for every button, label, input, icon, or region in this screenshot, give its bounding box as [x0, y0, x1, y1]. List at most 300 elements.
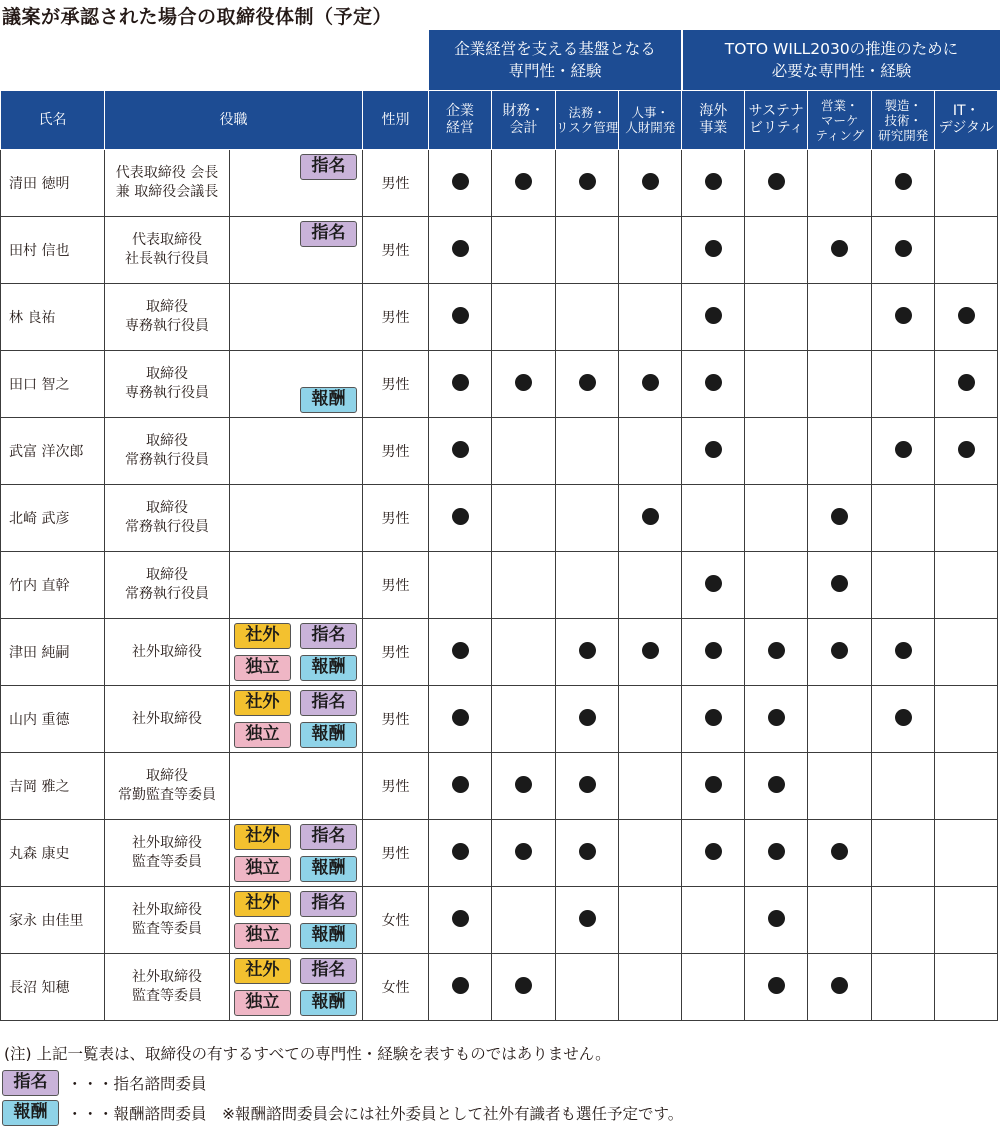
skill-cell: [808, 552, 872, 619]
committee-badges: [230, 485, 363, 552]
director-row: [1, 150, 998, 217]
skill-cell: [429, 418, 492, 485]
skill-cell: [492, 485, 556, 552]
role-line: 監査等委員: [132, 921, 202, 937]
director-role: [105, 954, 230, 1021]
skill-cell: [492, 150, 556, 217]
skill-cell: [619, 351, 682, 418]
skill-dot-icon: [895, 307, 912, 324]
skill-cell: [808, 619, 872, 686]
skill-cell: [745, 619, 808, 686]
director-row: [1, 552, 998, 619]
skill-dot-icon: [895, 240, 912, 257]
skill-dot-icon: [452, 977, 469, 994]
col-header-name: 氏名: [1, 91, 105, 150]
skill-dot-icon: [705, 575, 722, 592]
skill-cell: [556, 217, 619, 284]
skill-dot-icon: [958, 307, 975, 324]
page-title: 議案が承認された場合の取締役体制（予定）: [2, 6, 393, 28]
committee-badges: [230, 686, 363, 753]
skill-cell: [429, 954, 492, 1021]
skill-dot-icon: [579, 642, 596, 659]
role-line: 取締役: [146, 768, 188, 784]
skill-cell: [492, 552, 556, 619]
badge-gai: 社外: [234, 958, 291, 984]
role-line: 取締役: [146, 433, 188, 449]
badge-doku: 独立: [234, 722, 291, 748]
skill-cell: [745, 954, 808, 1021]
director-role: [105, 485, 230, 552]
director-name: 竹内 直幹: [1, 552, 105, 619]
committee-badges: [230, 753, 363, 820]
skill-cell: [808, 351, 872, 418]
skill-dot-icon: [579, 776, 596, 793]
skill-dot-icon: [452, 441, 469, 458]
director-gender: 男性: [363, 619, 429, 686]
skill-cell: [619, 485, 682, 552]
skill-dot-icon: [768, 642, 785, 659]
director-gender: 男性: [363, 485, 429, 552]
director-name: 田村 信也: [1, 217, 105, 284]
col-header-skill-sustainability: サステナ ビリティ: [745, 91, 808, 150]
role-line: 常務執行役員: [125, 519, 209, 535]
skill-dot-icon: [895, 173, 912, 190]
skill-cell: [682, 820, 745, 887]
skill-cell: [745, 418, 808, 485]
skill-dot-icon: [705, 642, 722, 659]
skill-dot-icon: [705, 240, 722, 257]
skill-cell: [556, 686, 619, 753]
director-role: [105, 284, 230, 351]
skill-cell: [935, 418, 998, 485]
skill-cell: [935, 485, 998, 552]
skill-cell: [492, 820, 556, 887]
skill-cell: [492, 619, 556, 686]
skill-cell: [808, 485, 872, 552]
skill-cell: [808, 418, 872, 485]
skill-cell: [745, 552, 808, 619]
role-line: 社外取締役: [132, 969, 202, 985]
role-line: 代表取締役 会長: [115, 165, 219, 181]
skill-cell: [682, 753, 745, 820]
skill-dot-icon: [515, 977, 532, 994]
col-header-skill-overseas: 海外 事業: [682, 91, 745, 150]
skill-cell: [935, 753, 998, 820]
skill-cell: [682, 150, 745, 217]
skill-cell: [619, 820, 682, 887]
footnote: (注) 上記一覧表は、取締役の有するすべての専門性・経験を表すものではありません。: [4, 1045, 611, 1063]
director-role: [105, 686, 230, 753]
role-line: 常務執行役員: [125, 452, 209, 468]
skill-dot-icon: [768, 173, 785, 190]
legend-text: ・・・指名諮問委員: [67, 1075, 207, 1093]
committee-badges: [230, 954, 363, 1021]
skill-cell: [808, 753, 872, 820]
badge-hou: 報酬: [300, 923, 357, 949]
skill-dot-icon: [452, 910, 469, 927]
skill-cell: [872, 217, 935, 284]
skill-cell: [935, 217, 998, 284]
skill-cell: [682, 887, 745, 954]
skill-cell: [492, 753, 556, 820]
skill-dot-icon: [768, 843, 785, 860]
skill-cell: [556, 753, 619, 820]
director-role: [105, 619, 230, 686]
skill-cell: [429, 150, 492, 217]
skill-cell: [556, 820, 619, 887]
role-line: 兼 取締役会議長: [115, 184, 219, 200]
group-header-line: 専門性・経験: [508, 62, 602, 80]
committee-badges: [230, 820, 363, 887]
skill-dot-icon: [895, 709, 912, 726]
skill-cell: [556, 418, 619, 485]
skill-cell: [935, 619, 998, 686]
director-role: [105, 753, 230, 820]
group-header-line: TOTO WILL2030の推進のために: [724, 40, 959, 58]
skill-cell: [619, 753, 682, 820]
skill-dot-icon: [768, 910, 785, 927]
skill-dot-icon: [452, 374, 469, 391]
director-name: 武富 洋次郎: [1, 418, 105, 485]
committee-badges: [230, 619, 363, 686]
skill-cell: [745, 820, 808, 887]
director-name: 吉岡 雅之: [1, 753, 105, 820]
director-row: [1, 619, 998, 686]
skill-cell: [872, 351, 935, 418]
group-header-line: 企業経営を支える基盤となる: [454, 40, 656, 58]
skill-cell: [429, 619, 492, 686]
skill-cell: [492, 954, 556, 1021]
skill-cell: [935, 686, 998, 753]
director-row: [1, 887, 998, 954]
col-header-skill-legal: 法務・ リスク管理: [556, 91, 619, 150]
col-header-skill-hr: 人事・ 人財開発: [619, 91, 682, 150]
badge-doku: 独立: [234, 856, 291, 882]
skill-dot-icon: [768, 776, 785, 793]
skill-cell: [492, 284, 556, 351]
director-role: [105, 887, 230, 954]
skill-dot-icon: [579, 374, 596, 391]
skill-cell: [682, 619, 745, 686]
badge-shi: 指名: [300, 824, 357, 850]
skill-cell: [619, 418, 682, 485]
col-header-role: 役職: [105, 91, 363, 150]
skill-dot-icon: [895, 642, 912, 659]
badge-gai: 社外: [234, 623, 291, 649]
skill-cell: [429, 485, 492, 552]
skill-dot-icon: [452, 508, 469, 525]
director-row: [1, 217, 998, 284]
skill-cell: [808, 284, 872, 351]
skill-cell: [872, 284, 935, 351]
skill-dot-icon: [831, 642, 848, 659]
role-line: 社外取締役: [132, 710, 202, 727]
skill-dot-icon: [768, 709, 785, 726]
skill-cell: [619, 284, 682, 351]
skill-cell: [492, 887, 556, 954]
director-gender: 男性: [363, 150, 429, 217]
role-line: 取締役: [146, 366, 188, 382]
skill-cell: [619, 686, 682, 753]
skill-cell: [808, 954, 872, 1021]
skill-cell: [619, 552, 682, 619]
director-name: 丸森 康史: [1, 820, 105, 887]
badge-gai: 社外: [234, 690, 291, 716]
director-name: 林 良祐: [1, 284, 105, 351]
skill-cell: [492, 686, 556, 753]
director-skill-matrix: [0, 90, 998, 1021]
skill-cell: [808, 820, 872, 887]
skill-cell: [429, 217, 492, 284]
role-line: 専務執行役員: [125, 385, 209, 401]
director-name: 清田 徳明: [1, 150, 105, 217]
skill-dot-icon: [895, 441, 912, 458]
col-header-gender: 性別: [363, 91, 429, 150]
badge-shi: 指名: [300, 891, 357, 917]
badge-doku: 独立: [234, 655, 291, 681]
director-role: [105, 217, 230, 284]
director-row: [1, 820, 998, 887]
role-line: 常勤監査等委員: [118, 787, 216, 803]
badge-hou: 報酬: [300, 856, 357, 882]
director-role: [105, 351, 230, 418]
director-role: [105, 418, 230, 485]
legend-nomination: [2, 1070, 207, 1096]
skill-cell: [682, 954, 745, 1021]
col-header-skill-finance: 財務・ 会計: [492, 91, 556, 150]
skill-dot-icon: [579, 910, 596, 927]
skill-cell: [745, 150, 808, 217]
director-name: 北崎 武彦: [1, 485, 105, 552]
badge-hou: 報酬: [300, 655, 357, 681]
skill-cell: [872, 954, 935, 1021]
skill-cell: [872, 418, 935, 485]
role-line: 社外取締役: [132, 643, 202, 660]
role-line: 取締役: [146, 567, 188, 583]
director-gender: 男性: [363, 686, 429, 753]
header-row: [1, 91, 998, 150]
role-line: 常務執行役員: [125, 586, 209, 602]
skill-cell: [556, 619, 619, 686]
skill-dot-icon: [831, 508, 848, 525]
role-line: 社外取締役: [132, 835, 202, 851]
skill-dot-icon: [515, 173, 532, 190]
skill-cell: [492, 418, 556, 485]
skill-dot-icon: [515, 776, 532, 793]
skill-cell: [872, 485, 935, 552]
legend-compensation: [2, 1100, 683, 1126]
badge-hou: 報酬: [300, 990, 357, 1016]
badge-doku: 独立: [234, 990, 291, 1016]
skill-cell: [619, 954, 682, 1021]
director-name: 長沼 知穂: [1, 954, 105, 1021]
skill-cell: [745, 887, 808, 954]
skill-cell: [872, 820, 935, 887]
badge-shi: 指名: [300, 154, 357, 180]
committee-badges: [230, 887, 363, 954]
skill-cell: [745, 217, 808, 284]
role-line: 取締役: [146, 500, 188, 516]
skill-cell: [682, 418, 745, 485]
role-line: 社長執行役員: [125, 251, 209, 267]
role-line: 取締役: [146, 299, 188, 315]
skill-cell: [872, 686, 935, 753]
col-header-skill-sales: 営業・ マーケ ティング: [808, 91, 872, 150]
skill-cell: [619, 887, 682, 954]
badge-hou: 報酬: [300, 387, 357, 413]
skill-cell: [619, 619, 682, 686]
director-row: [1, 485, 998, 552]
director-gender: 女性: [363, 954, 429, 1021]
skill-dot-icon: [579, 173, 596, 190]
skill-dot-icon: [515, 843, 532, 860]
skill-dot-icon: [579, 709, 596, 726]
skill-cell: [745, 485, 808, 552]
skill-dot-icon: [831, 240, 848, 257]
skill-cell: [619, 217, 682, 284]
role-line: 監査等委員: [132, 854, 202, 870]
skill-dot-icon: [831, 575, 848, 592]
skill-dot-icon: [705, 843, 722, 860]
role-line: 専務執行役員: [125, 318, 209, 334]
skill-dot-icon: [831, 977, 848, 994]
skill-cell: [808, 887, 872, 954]
skill-dot-icon: [452, 642, 469, 659]
director-row: [1, 418, 998, 485]
role-line: 監査等委員: [132, 988, 202, 1004]
skill-cell: [808, 217, 872, 284]
skill-cell: [935, 351, 998, 418]
skill-cell: [872, 150, 935, 217]
group-header-will2030: [683, 30, 1000, 90]
director-role: [105, 150, 230, 217]
skill-cell: [429, 351, 492, 418]
skill-cell: [556, 552, 619, 619]
skill-dot-icon: [642, 508, 659, 525]
skill-dot-icon: [705, 441, 722, 458]
skill-cell: [556, 887, 619, 954]
badge-compensation: 報酬: [2, 1100, 59, 1126]
badge-shi: 指名: [300, 623, 357, 649]
skill-dot-icon: [768, 977, 785, 994]
director-row: [1, 954, 998, 1021]
director-gender: 男性: [363, 418, 429, 485]
badge-gai: 社外: [234, 824, 291, 850]
director-name: 山内 重德: [1, 686, 105, 753]
skill-dot-icon: [958, 374, 975, 391]
skill-dot-icon: [705, 374, 722, 391]
skill-cell: [745, 351, 808, 418]
skill-cell: [808, 686, 872, 753]
skill-cell: [935, 954, 998, 1021]
col-header-skill-manufacturing: 製造・ 技術・ 研究開発: [872, 91, 935, 150]
director-name: 家永 由佳里: [1, 887, 105, 954]
skill-cell: [429, 887, 492, 954]
badge-doku: 独立: [234, 923, 291, 949]
skill-cell: [619, 150, 682, 217]
director-gender: 男性: [363, 351, 429, 418]
skill-cell: [935, 552, 998, 619]
group-header-foundation: [429, 30, 681, 90]
badge-shi: 指名: [300, 221, 357, 247]
skill-dot-icon: [705, 173, 722, 190]
badge-gai: 社外: [234, 891, 291, 917]
director-gender: 男性: [363, 753, 429, 820]
director-gender: 男性: [363, 217, 429, 284]
committee-badges: [230, 418, 363, 485]
director-gender: 男性: [363, 552, 429, 619]
director-gender: 男性: [363, 284, 429, 351]
director-role: [105, 552, 230, 619]
skill-dot-icon: [958, 441, 975, 458]
skill-dot-icon: [831, 843, 848, 860]
skill-dot-icon: [452, 173, 469, 190]
skill-cell: [682, 686, 745, 753]
col-header-skill-it: IT・ デジタル: [935, 91, 998, 150]
skill-cell: [872, 753, 935, 820]
role-line: 社外取締役: [132, 902, 202, 918]
badge-shi: 指名: [300, 690, 357, 716]
skill-cell: [935, 887, 998, 954]
skill-cell: [556, 284, 619, 351]
skill-cell: [429, 820, 492, 887]
skill-cell: [556, 351, 619, 418]
skill-cell: [872, 552, 935, 619]
skill-cell: [682, 284, 745, 351]
skill-dot-icon: [579, 843, 596, 860]
badge-nomination: 指名: [2, 1070, 59, 1096]
skill-cell: [682, 217, 745, 284]
committee-badges: [230, 150, 363, 217]
skill-cell: [556, 954, 619, 1021]
skill-cell: [745, 753, 808, 820]
skill-cell: [872, 887, 935, 954]
skill-dot-icon: [452, 843, 469, 860]
skill-dot-icon: [452, 776, 469, 793]
skill-cell: [429, 753, 492, 820]
role-line: 代表取締役: [132, 232, 202, 248]
skill-cell: [429, 284, 492, 351]
director-name: 津田 純嗣: [1, 619, 105, 686]
committee-badges: [230, 351, 363, 418]
col-header-skill-management: 企業 経営: [429, 91, 492, 150]
skill-cell: [492, 351, 556, 418]
skill-cell: [872, 619, 935, 686]
director-name: 田口 智之: [1, 351, 105, 418]
skill-cell: [556, 150, 619, 217]
skill-dot-icon: [452, 307, 469, 324]
skill-cell: [682, 351, 745, 418]
skill-cell: [745, 686, 808, 753]
director-gender: 男性: [363, 820, 429, 887]
skill-dot-icon: [642, 642, 659, 659]
skill-dot-icon: [705, 709, 722, 726]
skill-dot-icon: [452, 240, 469, 257]
director-row: [1, 284, 998, 351]
badge-hou: 報酬: [300, 722, 357, 748]
director-role: [105, 820, 230, 887]
skill-dot-icon: [515, 374, 532, 391]
skill-dot-icon: [705, 776, 722, 793]
skill-cell: [935, 820, 998, 887]
skill-cell: [682, 485, 745, 552]
skill-dot-icon: [705, 307, 722, 324]
skill-cell: [682, 552, 745, 619]
director-gender: 女性: [363, 887, 429, 954]
committee-badges: [230, 552, 363, 619]
director-row: [1, 351, 998, 418]
committee-badges: [230, 217, 363, 284]
